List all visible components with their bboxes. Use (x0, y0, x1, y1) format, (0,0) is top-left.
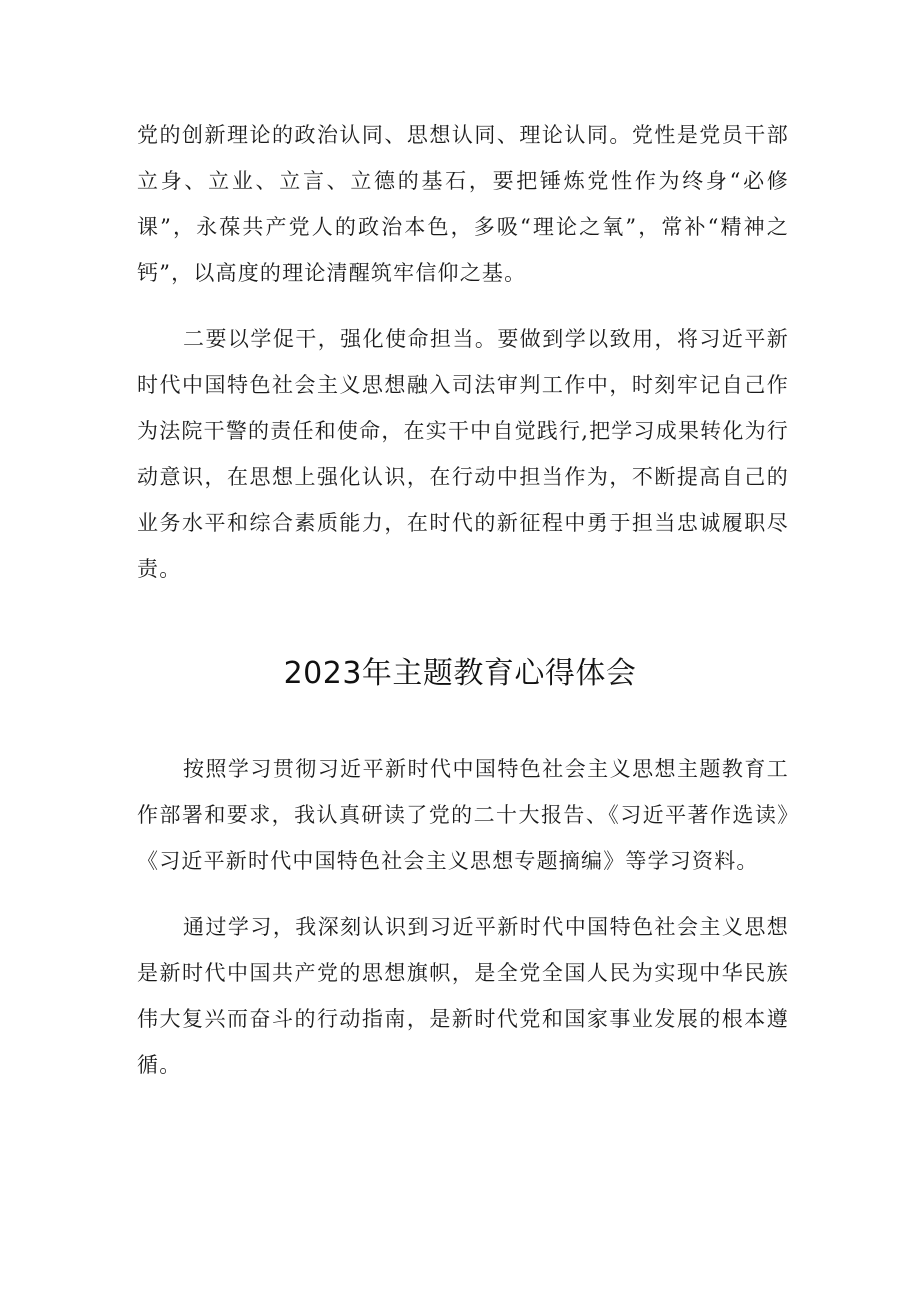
document-body-bottom (137, 746, 789, 1088)
paragraph-second-point: 二要以学促干，强化使命担当。要做到学以致用，将习近平新时代中国特色社会主义思想融入司法审判工作中，时刻牢记自己作为法院干警的责任和使命，在实干中自觉践行,把学习成果转化为行动意识，在思想上强化认识，在行动中担当作为，不断提高自己的业务水平和综合素质能力，在时代的新征程中勇于担当忠诚履职尽责。 (137, 327, 789, 581)
document-title: 2023年主题教育心得体会 (283, 656, 637, 691)
document-body-top (137, 112, 789, 592)
paragraph-understanding: 通过学习，我深刻认识到习近平新时代中国特色社会主义思想是新时代中国共产党的思想旗帜，是全党全国人民为实现中华民族伟大复兴而奋斗的行动指南，是新时代党和国家事业发展的根本遵循。 (137, 915, 789, 1077)
paragraph-continued: 党的创新理论的政治认同、思想认同、理论认同。党性是党员干部立身、立业、立言、立德的基石，要把锤炼党性作为终身“必修课”，永葆共产党人的政治本色，多吸“理论之氧”，常补“精神之钙”，以高度的理论清醒筑牢信仰之基。 (137, 123, 789, 285)
paragraph-intro: 按照学习贯彻习近平新时代中国特色社会主义思想主题教育工作部署和要求，我认真研读了党的二十大报告、《习近平著作选读》《习近平新时代中国特色社会主义思想专题摘编》等学习资料。 (137, 757, 789, 873)
